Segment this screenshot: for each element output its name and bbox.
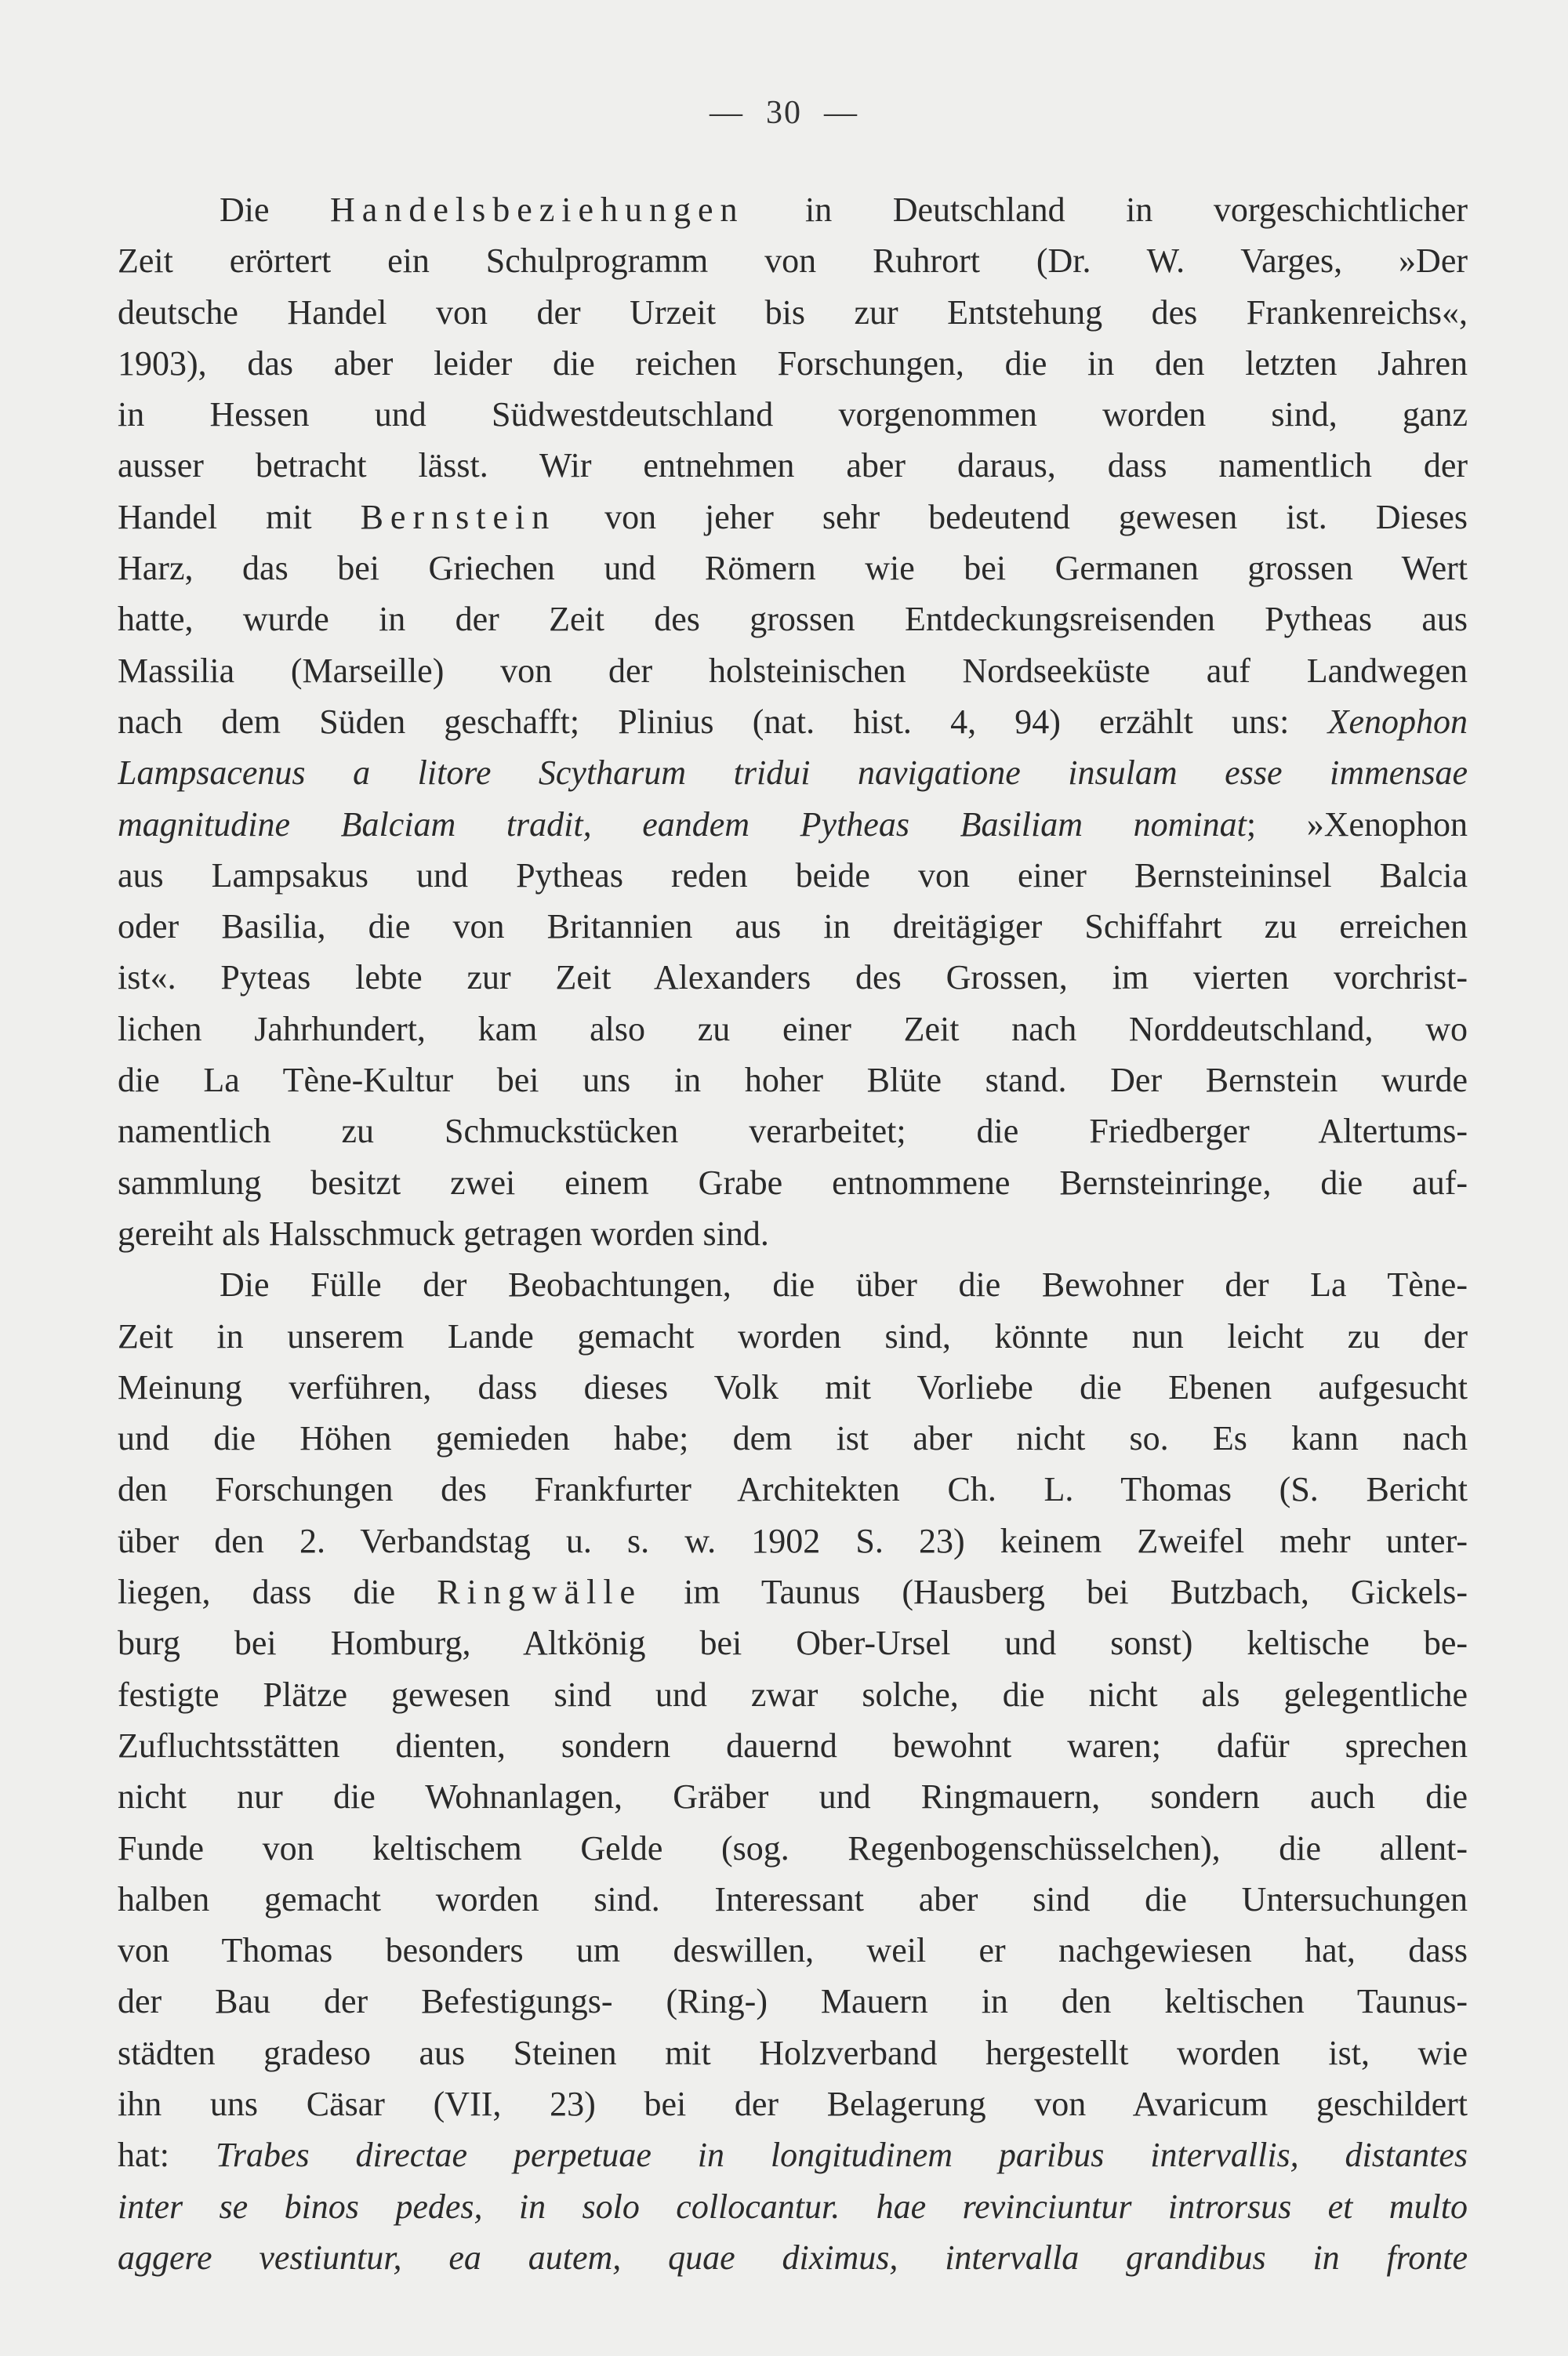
text-segment: Harz, das bei Griechen und Römern wie bei Germanen grossen Wert (118, 549, 1468, 588)
text-line (118, 952, 1468, 1003)
text-line (118, 1259, 1468, 1310)
text-segment: Handel mit (118, 497, 361, 536)
text-segment: Zeit erörtert ein Schulprogramm von Ruhrort (Dr. W. Varges, »Der (118, 241, 1468, 281)
text-line (118, 747, 1468, 798)
text-segment: festigte Plätze gewesen sind und zwar solche, die nicht als gelegentliche (118, 1675, 1468, 1714)
text-segment: nach dem Süden geschafft; Plinius (nat. hist. 4, 94) erzählt uns: (118, 702, 1328, 741)
text-line (118, 287, 1468, 338)
text-line (118, 1771, 1468, 1822)
text-line (118, 850, 1468, 901)
text-segment: Funde von keltischem Gelde (sog. Regenbogenschüsselchen), die allent- (118, 1828, 1468, 1868)
text-line (118, 799, 1468, 850)
text-line (118, 2078, 1468, 2129)
text-segment: oder Basilia, die von Britannien aus in dreitägiger Schiffahrt zu erreichen (118, 907, 1468, 946)
text-segment: Zeit in unserem Lande gemacht worden sind, könnte nun leicht zu der (118, 1316, 1468, 1356)
text-segment: sammlung besitzt zwei einem Grabe entnommene Bernsteinringe, die auf- (118, 1163, 1468, 1202)
text-segment: den Forschungen des Frankfurter Architekten Ch. L. Thomas (S. Bericht (118, 1470, 1468, 1509)
text-segment: Die Fülle der Beobachtungen, die über die Bewohner der La Tène- (220, 1265, 1468, 1305)
text-line (118, 1516, 1468, 1566)
text-segment: aus Lampsakus und Pytheas reden beide von einer Bernsteininsel Balcia (118, 855, 1468, 895)
text-line (118, 2181, 1468, 2232)
text-line (118, 1208, 1468, 1259)
text-line (118, 1669, 1468, 1720)
text-segment: burg bei Homburg, Altkönig bei Ober-Ursel und sonst) keltische be- (118, 1624, 1468, 1663)
page-number-dash-left: — (710, 95, 744, 131)
page-number (0, 94, 1568, 132)
text-segment: ausser betracht lässt. Wir entnehmen aber daraus, dass namentlich der (118, 446, 1468, 485)
text-line (118, 543, 1468, 594)
text-line (118, 1720, 1468, 1771)
text-segment: Meinung verführen, dass dieses Volk mit Vorliebe die Ebenen aufgesucht (118, 1367, 1468, 1407)
text-segment: liegen, dass die (118, 1573, 437, 1612)
text-line (118, 1823, 1468, 1874)
text-line (118, 2027, 1468, 2078)
text-segment: namentlich zu Schmuckstücken verarbeitet; die Friedberger Altertums- (118, 1112, 1468, 1151)
text-line (118, 235, 1468, 286)
text-line (118, 1105, 1468, 1156)
italic-quote: magnitudine Balciam tradit, eandem Pytheas Basiliam nominat (118, 804, 1247, 844)
text-line (118, 1157, 1468, 1208)
text-segment: in Hessen und Südwestdeutschland vorgenommen worden sind, ganz (118, 395, 1468, 434)
text-line (118, 1925, 1468, 1976)
text-segment: städten gradeso aus Steinen mit Holzverband hergestellt worden ist, wie (118, 2033, 1468, 2072)
italic-quote: inter se binos pedes, in solo collocantur. hae revinciuntur introrsus et multo (118, 2187, 1468, 2226)
text-line (118, 2232, 1468, 2283)
text-segment: nicht nur die Wohnanlagen, Gräber und Ringmauern, sondern auch die (118, 1777, 1468, 1817)
text-segment: Massilia (Marseille) von der holsteinischen Nordseeküste auf Landwegen (118, 651, 1468, 690)
page-number-value: 30 (766, 95, 802, 131)
text-line (118, 1874, 1468, 1925)
spaced-emphasis: Ringwälle (437, 1573, 643, 1612)
italic-quote: Xenophon (1327, 702, 1468, 741)
text-segment: der Bau der Befestigungs- (Ring-) Mauern in den keltischen Taunus- (118, 1982, 1468, 2021)
text-segment: in Deutschland in vorgeschichtlicher (744, 191, 1468, 229)
text-line (118, 440, 1468, 491)
text-segment: deutsche Handel von der Urzeit bis zur Entstehung des Frankenreichs«, (118, 292, 1468, 332)
text-line (118, 594, 1468, 644)
text-line (118, 1004, 1468, 1055)
text-line (118, 389, 1468, 440)
text-segment: im Taunus (Hausberg bei Butzbach, Gickels- (642, 1573, 1468, 1612)
text-segment: 1903), das aber leider die reichen Forschungen, die in den letzten Jahren (118, 343, 1468, 383)
page-number-dash-right: — (824, 95, 858, 131)
text-line (118, 2129, 1468, 2180)
text-line (118, 696, 1468, 747)
text-line (118, 1413, 1468, 1464)
italic-quote: Lampsacenus a litore Scytharum tridui navigatione insulam esse immensae (118, 753, 1468, 793)
text-line (118, 1617, 1468, 1668)
text-line (118, 645, 1468, 696)
text-segment: über den 2. Verbandstag u. s. w. 1902 S. 23) keinem Zweifel mehr unter- (118, 1521, 1468, 1560)
text-line (118, 1055, 1468, 1105)
text-segment: ihn uns Cäsar (VII, 23) bei der Belagerung von Avaricum geschildert (118, 2084, 1468, 2123)
text-segment: ; »Xenophon (1246, 804, 1468, 844)
text-segment: halben gemacht worden sind. Interessant aber sind die Untersuchungen (118, 1879, 1468, 1919)
text-line (118, 1311, 1468, 1362)
spaced-emphasis: Handelsbeziehungen (330, 191, 745, 229)
text-line (118, 1566, 1468, 1617)
text-line (118, 184, 1468, 235)
text-segment: und die Höhen gemieden habe; dem ist aber nicht so. Es kann nach (118, 1419, 1468, 1458)
text-segment: die La Tène-Kultur bei uns in hoher Blüte stand. Der Bernstein wurde (118, 1061, 1468, 1100)
text-line (118, 1976, 1468, 2027)
paragraph (118, 1259, 1468, 2283)
italic-quote: Trabes directae perpetuae in longitudinem paribus intervallis, distantes (215, 2136, 1468, 2175)
paragraph (118, 184, 1468, 1259)
spaced-emphasis: Bernstein (360, 497, 557, 536)
text-segment: gereiht als Halsschmuck getragen worden sind. (118, 1214, 769, 1253)
text-segment: Die (220, 191, 331, 229)
text-segment: von jeher sehr bedeutend gewesen ist. Dieses (556, 497, 1468, 536)
text-line (118, 492, 1468, 543)
text-line (118, 1464, 1468, 1515)
text-segment: hatte, wurde in der Zeit des grossen Entdeckungsreisenden Pytheas aus (118, 600, 1468, 639)
text-line (118, 901, 1468, 952)
body-text (118, 184, 1468, 2283)
text-line (118, 338, 1468, 389)
text-segment: Zufluchtsstätten dienten, sondern dauernd bewohnt waren; dafür sprechen (118, 1726, 1468, 1765)
text-segment: von Thomas besonders um deswillen, weil er nachgewiesen hat, dass (118, 1931, 1468, 1970)
text-segment: lichen Jahrhundert, kam also zu einer Zeit nach Norddeutschland, wo (118, 1009, 1468, 1048)
text-line (118, 1362, 1468, 1413)
italic-quote: aggere vestiuntur, ea autem, quae diximus, intervalla grandibus in fronte (118, 2238, 1468, 2277)
text-segment: hat: (118, 2136, 216, 2175)
text-segment: ist«. Pyteas lebte zur Zeit Alexanders des Grossen, im vierten vorchrist- (118, 958, 1468, 997)
